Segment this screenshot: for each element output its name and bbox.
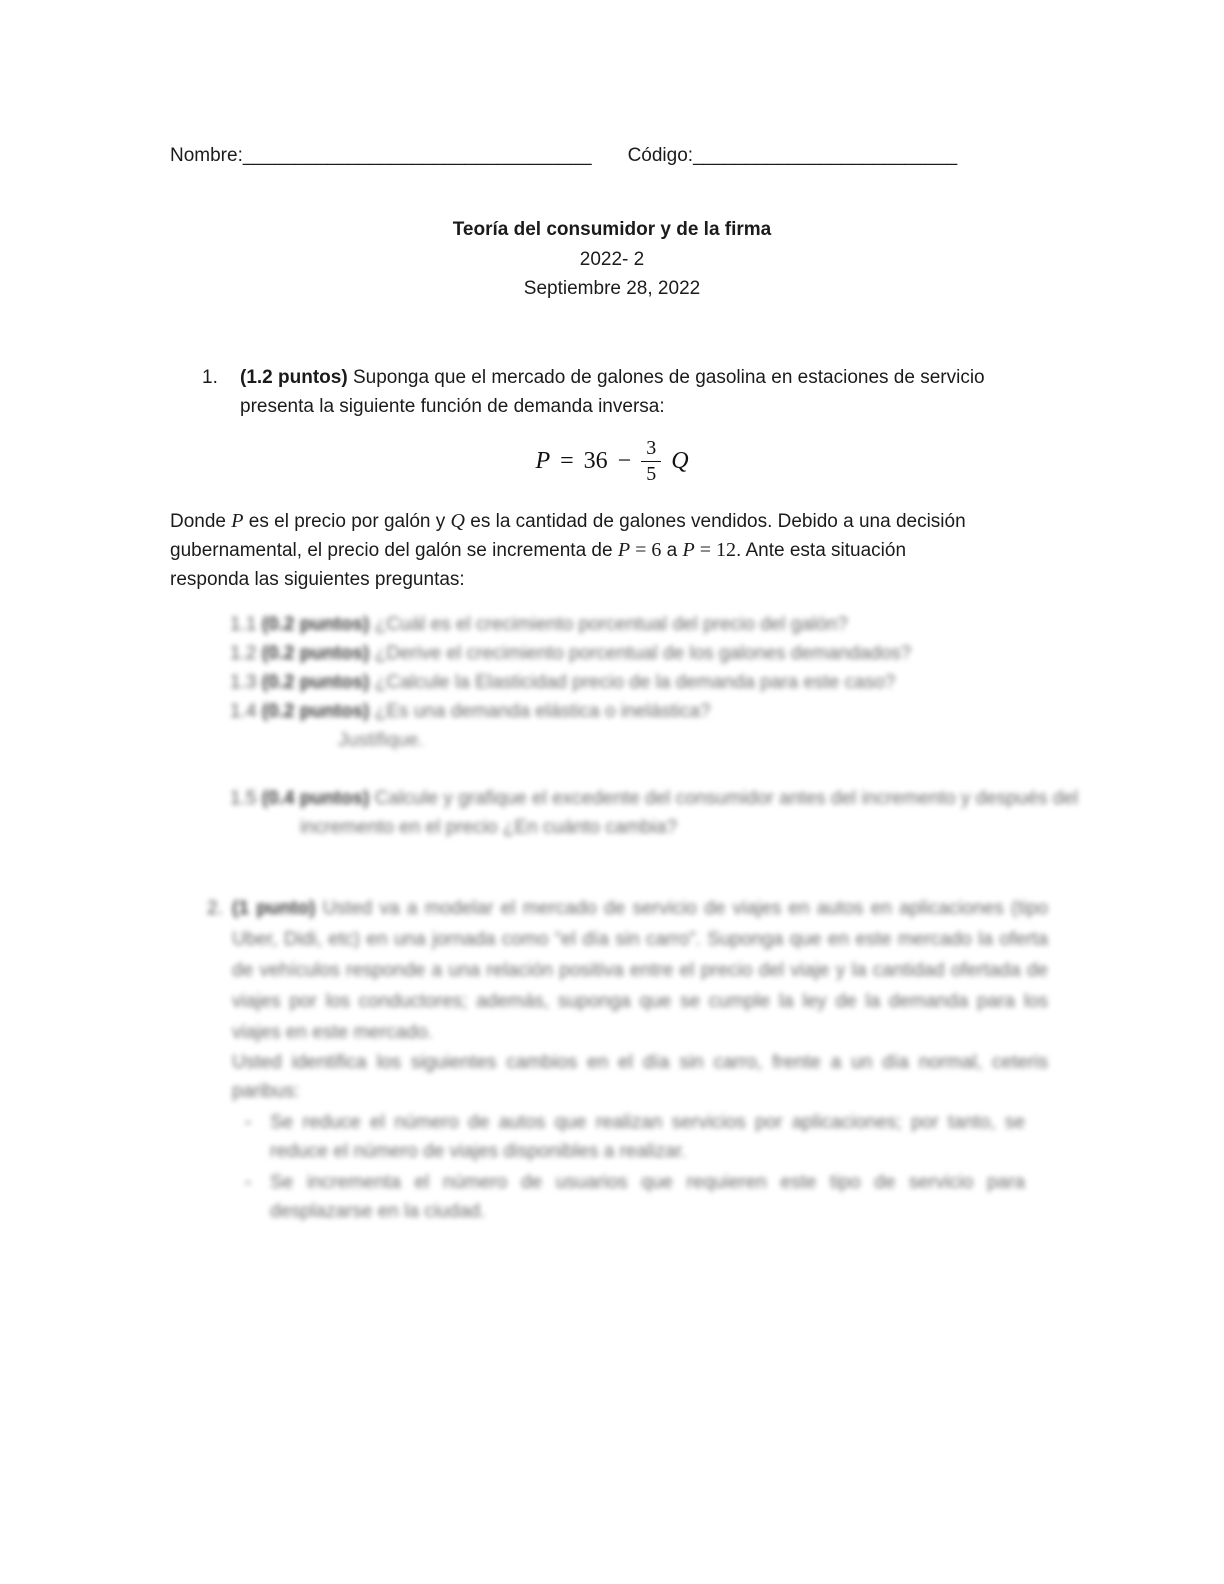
subquestion-text: Calcule y grafique el excedente del consumidor antes del incremento y después del incremento en el precio ¿En cuánto cambia? [300,787,1079,839]
formula-constant: 36 [583,448,608,474]
question-2-blurred [170,893,1054,1106]
subquestion-text: ¿Derive el crecimiento porcentual de los galones demandados? [369,642,912,664]
math-equals-12: = 12 [694,538,736,561]
subquestion-1-4 [230,697,1054,726]
bullet-item [245,1108,1025,1166]
text-segment: gubernamental, el precio del galón se incrementa de [170,539,618,561]
var-P-italic: P [231,509,244,532]
subquestion-points: (0.2 puntos) [261,613,370,635]
subquestion-text: ¿Calcule la Elasticidad precio de la demanda para este caso? [369,671,896,693]
question-1-line2: presenta la siguiente función de demanda inversa: [240,395,665,417]
question-2-points: (1 punto) [232,897,316,919]
question-2-body [232,893,1048,1048]
math-equals-6: = 6 [630,538,662,561]
subquestion-1-1 [230,610,1054,639]
text-segment: . Ante esta situación [735,539,907,561]
paragraph-line-3: responda las siguientes preguntas: [170,568,465,590]
justification-note-line: Justifique. [338,730,424,752]
subquestion-number: 1.4 [230,701,257,723]
bullet-item [245,1168,1025,1226]
course-title: Teoría del consumidor y de la firma [452,219,772,240]
text-segment: Donde [170,510,232,532]
bullet-text: Se reduce el número de autos que realizan servicios por aplicaciones; por tanto, se reduce el número de viajes disponibles a realizar. [270,1111,1025,1162]
question-2-bullet-list-blurred [170,1108,1054,1226]
fraction-numerator: 3 [646,437,657,459]
paragraph-line-2 [170,536,1030,565]
subquestion-points: (0.2 puntos) [261,642,370,664]
inverse-demand-formula [170,431,1054,493]
subquestion-number: 1.5 [230,787,257,809]
subquestion-points: (0.2 puntos) [261,701,370,723]
formula-var-Q: Q [671,448,689,474]
name-code-row [170,141,1054,170]
formula-equals-sign: = [560,448,574,474]
question-2-text [232,893,1048,1106]
text-segment: es la cantidad de galones vendidos. Debido a una decisión [464,510,966,532]
name-blank-line: _________________________________ [242,145,592,166]
term-line: 2022- 2 [579,248,645,270]
var-P-italic: P [617,538,631,561]
subquestion-text: ¿Es una demanda elástica o inelástica? [369,701,711,723]
var-P-italic: P [682,538,695,561]
bullet-text: Se incrementa el número de usuarios que requieren este tipo de servicio para desplazarse en la ciudad. [270,1171,1025,1222]
var-Q-italic: Q [450,509,465,532]
question-1-number: 1. [202,366,218,388]
code-blank-line: _________________________ [693,145,958,166]
subquestion-1-5-blurred [230,784,1092,843]
subquestion-points: (0.4 puntos) [261,787,370,809]
question-1-points: (1.2 puntos) [240,366,348,388]
text-segment: es el precio por galón y [243,510,451,532]
question-2-number: 2. [207,897,223,919]
subquestion-number: 1.2 [230,642,257,664]
formula-minus-sign: − [617,448,632,474]
name-label: Nombre: [170,145,243,166]
title-block [170,215,1054,304]
question-1-intro-rest: Suponga que el mercado de galones de gasolina en estaciones de servicio [347,366,985,388]
question-1-text [240,363,1054,421]
subquestion-text: ¿Cuál es el crecimiento porcentual del precio del galón? [369,613,848,635]
subquestion-points: (0.2 puntos) [261,671,370,693]
formula-fraction [641,438,661,485]
explanatory-paragraph [170,507,1030,594]
code-label: Código: [627,145,694,166]
subquestion-number: 1.1 [230,613,257,635]
page-content [170,0,1079,1226]
subquestion-number: 1.3 [230,671,257,693]
text-segment: a [661,539,683,561]
subquestion-1-2 [230,639,1054,668]
question-1-line1 [240,363,1054,392]
paragraph-line-1 [170,507,1030,536]
bullet-dash: - [245,1171,252,1193]
question-1 [170,363,1054,421]
question-2-body-text: Usted va a modelar el mercado de servicio de viajes en autos en aplicaciones (tipo Uber, Didi, etc) en una jornada como “el día sin carro”. Suponga que en este mercado la oferta de vehículos responde a una relación positiva entre el precio del viaje y la cantidad ofertada de viajes por los conductores; además, suponga que se cumple la ley de la demanda para los viajes en este mercado. [232,897,1048,1043]
subquestion-list-blurred [230,610,1054,756]
question-2-body-2: Usted identifica los siguientes cambios en el día sin carro, frente a un día normal, ceteris paribus: [232,1051,1048,1102]
formula-var-P: P [535,448,551,474]
subquestion-1-3 [230,668,1054,697]
date-line: Septiembre 28, 2022 [523,278,701,299]
bullet-dash: - [245,1111,252,1133]
fraction-denominator: 5 [641,461,661,485]
